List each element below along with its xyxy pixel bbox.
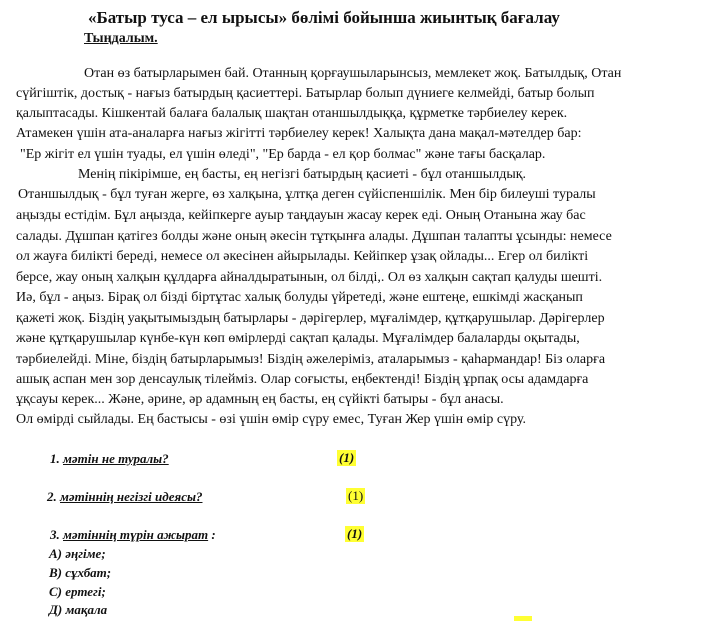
text-line: Отаншылдық - бұл туған жерге, өз халқына, ұлтқа деген сүйіспеншілік. Мен бір билеуші туралы bbox=[18, 187, 596, 202]
text-line: ол жауға билікті береді, немесе ол әкесінен айырылады. Кейіпкер ұзақ ойлады... Егер ол билікті bbox=[16, 249, 589, 264]
question-suffix: : bbox=[208, 527, 216, 542]
question-number: 1. bbox=[50, 451, 60, 466]
text-line: Менің пікірімше, ең басты, ең негізгі батырдың қасиеті - бұл отаншылдық. bbox=[78, 167, 527, 182]
text-line: Отан өз батырларымен бай. Отанның қорғаушыларынсыз, мемлекет жоқ. Батылдық, Отан bbox=[84, 66, 622, 81]
text-line: аңызды естідім. Бұл аңызда, кейіпкерге ауыр таңдауын жасау керек еді. Оның Отанына жау бас bbox=[16, 208, 586, 223]
text-line: Иә, бұл - аңыз. Бірақ ол бізді біртұтас халық болуды үйретеді, және ештеңе, ешкімді жасқанып bbox=[16, 290, 583, 305]
score-badge: (1) bbox=[339, 450, 355, 465]
page-title: «Батыр туса – ел ырысы» бөлімі бойынша жиынтық бағалау bbox=[88, 8, 560, 27]
question-number: 3. bbox=[50, 527, 60, 542]
option-c: С) ертегі; bbox=[49, 584, 106, 599]
option-b: В) сұхбат; bbox=[49, 565, 112, 580]
section-heading: Тыңдалым. bbox=[84, 31, 158, 46]
text-line: қалыптасады. Кішкентай балаға балалық шақтан отаншылдыққа, құрметке тәрбиелеу керек. bbox=[16, 106, 568, 121]
question-text: мәтіннің түрін ажырат bbox=[63, 527, 209, 542]
text-line: қажеті жоқ. Біздің уақытымыздың батырлары - дәрігерлер, мұғалімдер, құтқарушылар. Дәрігерлер bbox=[16, 311, 605, 326]
score-badge: (1) bbox=[347, 526, 363, 541]
option-a: А) әңгіме; bbox=[49, 546, 106, 561]
text-line: берсе, жау оның халқын құлдарға айналдыратынын, ол білді,. Ол өз халқын сақтап қалуды шешті. bbox=[16, 270, 603, 285]
text-line: салады. Дұшпан қатігез болды және оның әкесін тұтқынға алады. Дұшпан талапты ұсынды: немесе bbox=[16, 229, 612, 244]
question-2 bbox=[47, 489, 202, 505]
question-number: 2. bbox=[47, 489, 57, 504]
option-d: Д) мақала bbox=[49, 602, 108, 617]
question-text: мәтіннің негізгі идеясы? bbox=[60, 489, 203, 504]
text-line: Атамекен үшін ата-аналарға нағыз жігітті тәрбиелеу керек! Халықта дана мақал-мәтелдер бар: bbox=[16, 126, 582, 141]
text-line: Ол өмірді сыйлады. Ең бастысы - өзі үшін өмір сүру емес, Туған Жер үшін өмір сүру. bbox=[16, 412, 527, 427]
text-line: ұқсауы керек... Және, әрине, әр адамның ең басты, ең сүйікті батыры - бұл анасы. bbox=[16, 392, 504, 407]
text-line: сүйгіштік, достық - нағыз батырдың қасиеттері. Батырлар болып дүниеге келмейді, батыр болып bbox=[16, 86, 595, 101]
text-line: тәрбиелейді. Міне, біздің батырларымыз! Біздің әжелеріміз, аталарымыз - қаһармандар! Біз оларға bbox=[16, 352, 606, 367]
highlight-mark bbox=[514, 616, 532, 621]
score-badge: (1) bbox=[348, 488, 364, 503]
text-line: "Ер жігіт ел үшін туады, ел үшін өледі", "Ер барда - ел қор болмас" және тағы басқалар. bbox=[20, 147, 546, 162]
question-1 bbox=[50, 451, 169, 467]
question-text: мәтін не туралы? bbox=[63, 451, 169, 466]
text-line: ашық аспан мен зор денсаулық тілейміз. Олар соғысты, еңбектенді! Біздің ұрпақ осы адамдарға bbox=[16, 372, 589, 387]
text-line: және құтқарушылар күнбе-күн көп өмірлерді сақтап қалады. Мұғалімдер балаларды оқытады, bbox=[16, 331, 580, 346]
question-3 bbox=[50, 527, 216, 543]
